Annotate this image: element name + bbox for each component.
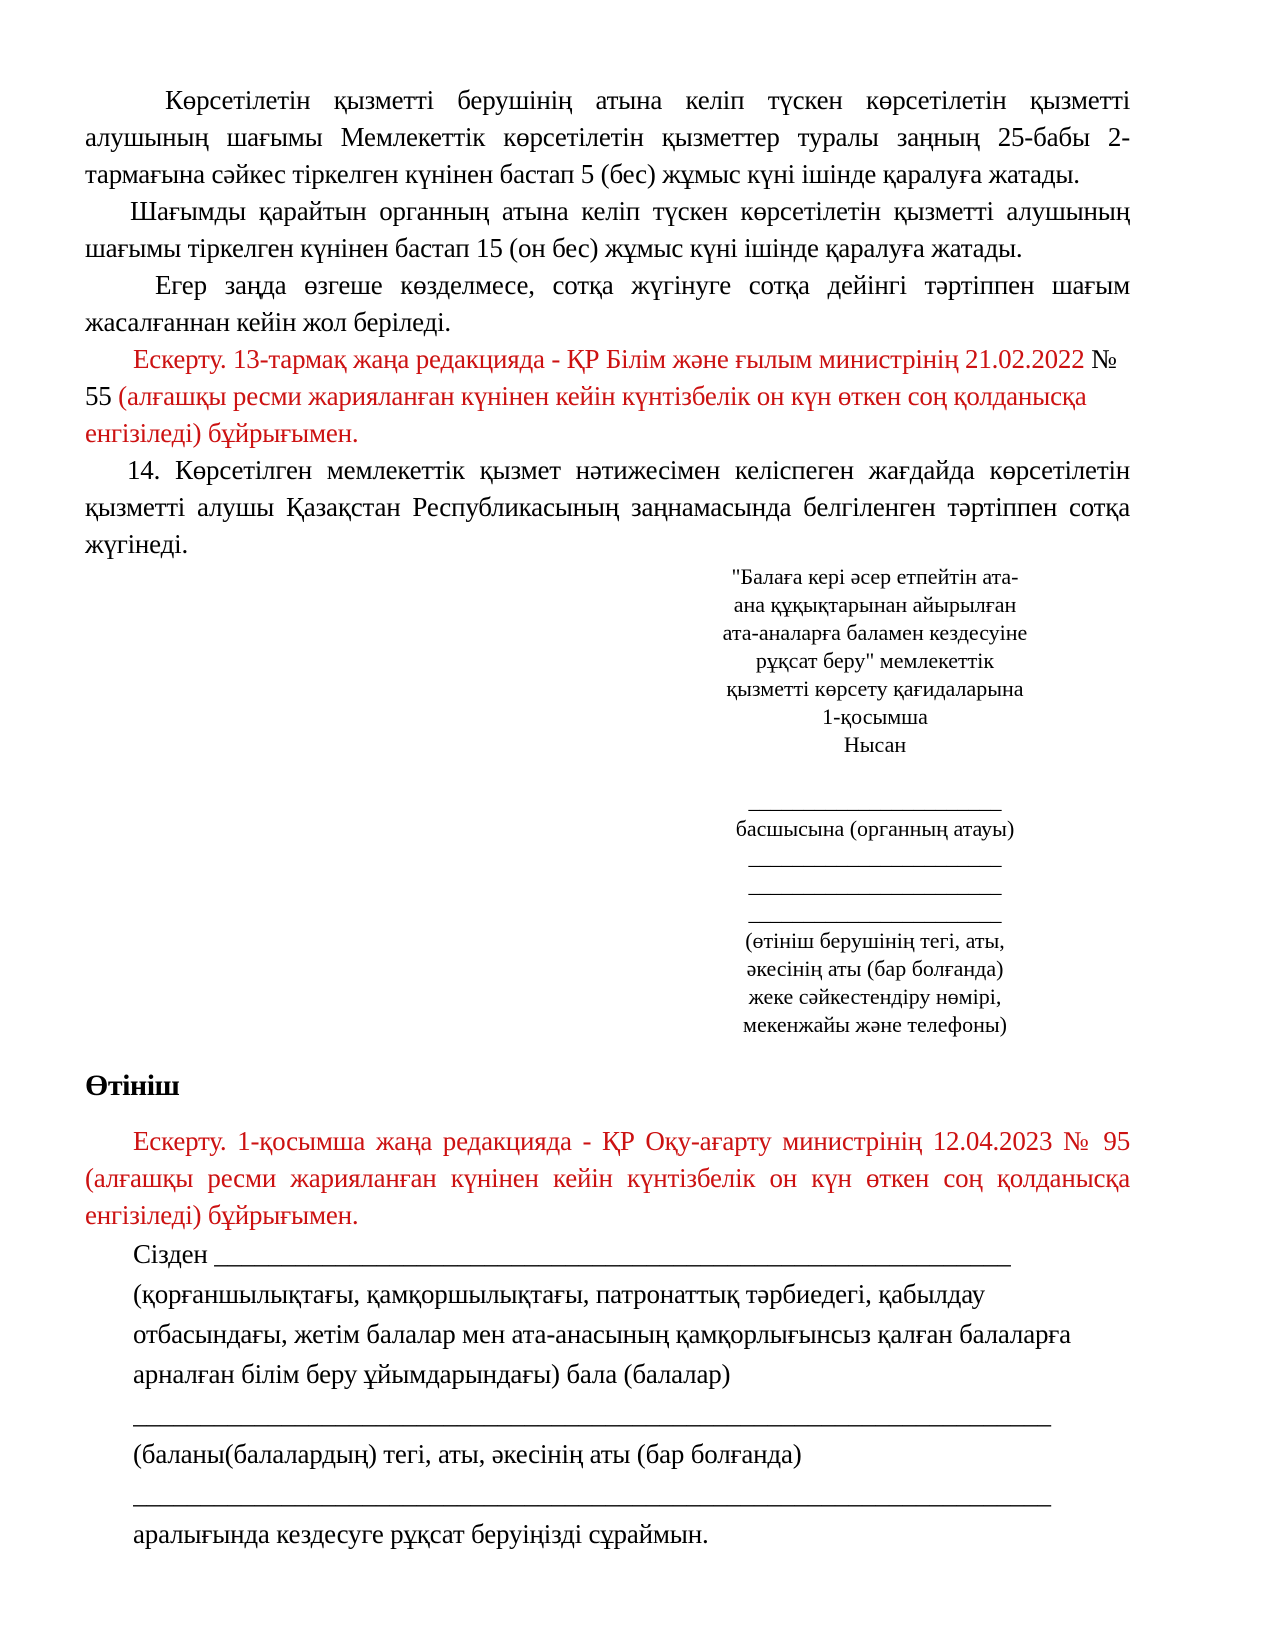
annex-number-line: 1-қосымша [822, 704, 928, 729]
annex-header-line: "Балаға кері әсер етпейтін ата- [731, 564, 1019, 589]
blank-line-applicant-2: _______________________ [748, 872, 1002, 897]
annex-header-block [707, 563, 1043, 1039]
from-line [133, 1234, 1085, 1274]
annex-header-line: ана құқықтарынан айырылған [733, 592, 1017, 617]
annex-header-line: ата-аналарға баламен кездесуіне [722, 620, 1028, 645]
note-13-red-tail: (алғашқы ресми жарияланған күнінен кейін күнтізбелік он күн өткен соң қолданысқа енгізіледі) бұйрығымен. [85, 381, 1087, 448]
paragraph-point-14: 14. Көрсетілген мемлекеттік қызмет нәтижесімен келіспеген жағдайда көрсетілетін қызметті алушы Қазақстан Республикасының заңнамасында белгіленген тәртіппен сотқа жүгінеді. [85, 455, 1130, 559]
paragraph-complaint-provider: Көрсетілетін қызметті берушінің атына келіп түскен көрсетілетін қызметті алушының шағымы Мемлекеттік көрсетілетін қызметтер туралы заңның 25-бабы 2-тармағына сәйкес тіркелген күнінен бастап 5 (бес) жұмыс күні ішінде қаралуға жатады. [85, 85, 1130, 189]
application-title: Өтініш [85, 1069, 180, 1102]
annex-header-line: рұқсат беру" мемлекеттік [755, 648, 995, 673]
children-category-caption: (қорғаншылықтағы, қамқоршылықтағы, патронаттық тәрбиедегі, қабылдау отбасындағы, жетім балалар мен ата-анасының қамқорлығынсыз қалған балаларға арналған білім беру ұйымдарындағы) бала (балалар) [133, 1279, 1071, 1389]
note-13-red-lead: Ескерту. 13-тармақ жаңа редакцияда - ҚР Білім және ғылым министрінің 21.02.2022 [133, 344, 1085, 374]
note-1-amendment: Ескерту. 1-қосымша жаңа редакцияда - ҚР Оқу-ағарту министрінің 12.04.2023 № 95 (алғашқы ресми жарияланған күнінен кейін күнтізбелік он күн өткен соң қолданысқа енгізіледі) бұйрығымен. [85, 1126, 1130, 1230]
paragraph-complaint-authority: Шағымды қарайтын органның атына келіп түскен көрсетілетін қызметті алушының шағымы тіркелген күнінен бастап 15 (он бес) жұмыс күні ішінде қаралуға жатады. [85, 196, 1130, 263]
applicant-caption-line: (өтініш берушінің тегі, аты, [745, 928, 1005, 953]
addressee-caption: басшысына (органның атауы) [735, 816, 1015, 841]
child-name-caption: (баланы(балалардың) тегі, аты, әкесінің аты (бар болғанда) [133, 1439, 802, 1469]
note-13-amendment [85, 341, 1130, 452]
from-blank-line: ___________________________________________________________ [214, 1239, 1011, 1269]
from-label: Сізден [133, 1239, 208, 1269]
closing-request-line: аралығында кездесуге рұқсат беруіңізді сұраймын. [133, 1519, 709, 1549]
blank-line-applicant-3: _______________________ [748, 900, 1002, 925]
note-13-order-number: № 55 [85, 344, 1117, 411]
annex-blank-row [707, 759, 1043, 787]
form-label: Нысан [843, 732, 907, 757]
blank-line-applicant-1: _______________________ [748, 844, 1002, 869]
blank-line-period: ____________________________________________________________________ [133, 1479, 1051, 1509]
annex-header-line: қызметті көрсету қағидаларына [726, 676, 1024, 701]
applicant-caption-line: мекенжайы және телефоны) [743, 1012, 1007, 1037]
paragraph-court-pretrial: Егер заңда өзгеше көзделмесе, сотқа жүгінуге сотқа дейінгі тәртіппен шағым жасалғаннан кейін жол беріледі. [85, 270, 1130, 337]
application-form-block [133, 1234, 1085, 1554]
applicant-caption-line: әкесінің аты (бар болғанда) [746, 956, 1004, 981]
blank-line-organ-name: _______________________ [748, 788, 1002, 813]
applicant-caption-line: жеке сәйкестендіру нөмірі, [748, 984, 1002, 1009]
blank-line-child-name: ____________________________________________________________________ [133, 1399, 1051, 1429]
